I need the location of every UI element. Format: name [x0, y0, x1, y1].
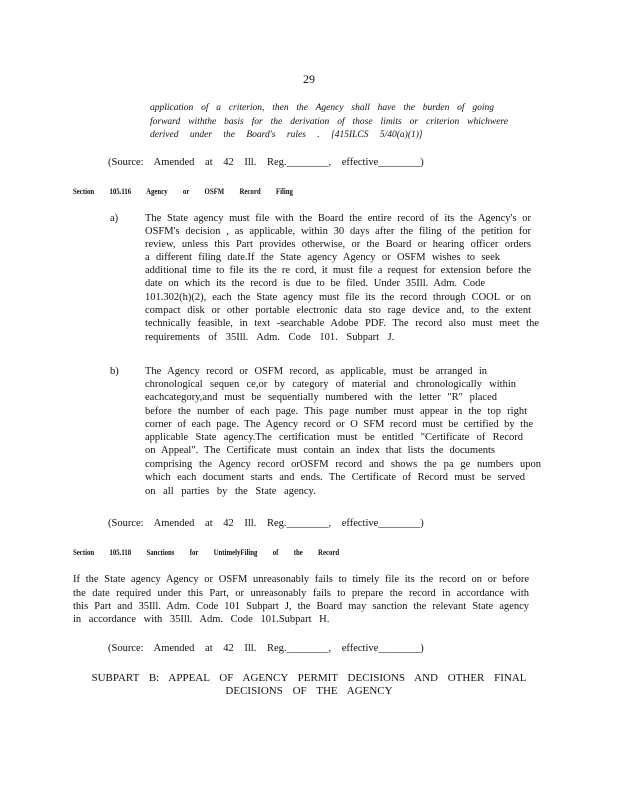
paragraph-line: date on which its the record is due to be filed. Under 35Ill. Adm. Code [145, 278, 485, 289]
paragraph-line: in accordance with 35Ill. Adm. Code 101.Subpart H. [73, 614, 330, 625]
paragraph-line: additional time to file its the re cord, it must file a request for extension before the [145, 265, 531, 276]
paragraph-marker: b) [110, 366, 119, 377]
paragraph-line: on all parties by the State agency. [145, 486, 316, 497]
paragraph-line: applicable State agency.The certification must be entitled "Certificate of Record [145, 432, 523, 443]
paragraph-line: OSFM's decision , as applicable, within 30 days after the filing of the petition for [145, 226, 531, 237]
quote-line: derived under the Board's rules . [415ILCS 5/40(a)(1)] [150, 130, 423, 140]
paragraph-marker: a) [110, 213, 119, 224]
paragraph-line: eachcategory,and must be sequentially numbered with the letter "R" placed [145, 392, 497, 403]
section-heading: Section 105.118 Sanctions for UntimelyFiling of the Record [73, 548, 340, 557]
source-note: (Source: Amended at 42 Ill. Reg.________, effective________) [108, 643, 424, 654]
paragraph-line: The State agency must file with the Board the entire record of its the Agency's or [145, 213, 531, 224]
paragraph-line: review, unless this Part provides otherwise, or the Board or hearing officer orders [145, 239, 531, 250]
source-note: (Source: Amended at 42 Ill. Reg.________, effective________) [108, 518, 424, 529]
paragraph-line: the date required under this Part, or unreasonably fails to prepare the record in accordance with [73, 588, 529, 599]
source-note: (Source: Amended at 42 Ill. Reg.________, effective________) [108, 157, 424, 168]
quote-line: application of a criterion, then the Agency shall have the burden of going [150, 103, 494, 113]
subpart-heading-line: DECISIONS OF THE AGENCY [225, 685, 393, 697]
quote-line: forward withthe basis for the derivation of those limits or criterion whichwere [150, 117, 508, 127]
paragraph-line: corner of each page. The Agency record or O SFM record must be certified by the [145, 419, 533, 430]
paragraph-line: The Agency record or OSFM record, as applicable, must be arranged in [145, 366, 487, 377]
paragraph-line: before the number of each page. This page number must appear in the top right [145, 406, 527, 417]
paragraph-line: technically feasible, in text -searchable Adobe PDF. The record also must meet the [145, 318, 539, 329]
paragraph-line: comprising the Agency record orOSFM record and shows the pa ge numbers upon [145, 459, 541, 470]
paragraph-line: compact disk or other portable electronic data sto rage device and, to the extent [145, 305, 531, 316]
paragraph-line: chronological sequen ce,or by category of material and chronologically within [145, 379, 516, 390]
paragraph-line: If the State agency Agency or OSFM unreasonably fails to timely file its the record on or before [73, 574, 529, 585]
section-heading: Section 105.116 Agency or OSFM Record Filing [73, 187, 293, 196]
subpart-heading-line: SUBPART B: APPEAL OF AGENCY PERMIT DECISIONS AND OTHER FINAL [91, 672, 527, 684]
paragraph-line: 101.302(h)(2), each the State agency must file its the record through COOL or on [145, 292, 531, 303]
page-number: 29 [303, 72, 315, 86]
paragraph-line: a different filing date.If the State agency Agency or OSFM wishes to seek [145, 252, 500, 263]
paragraph-line: which each document starts and ends. The Certificate of Record must be served [145, 472, 525, 483]
paragraph-line: requirements of 35Ill. Adm. Code 101. Subpart J. [145, 332, 395, 343]
paragraph-line: this Part and 35Ill. Adm. Code 101 Subpart J, the Board may sanction the relevant State agency [73, 601, 529, 612]
paragraph-line: on Appeal". The Certificate must contain an index that lists the documents [145, 445, 495, 456]
